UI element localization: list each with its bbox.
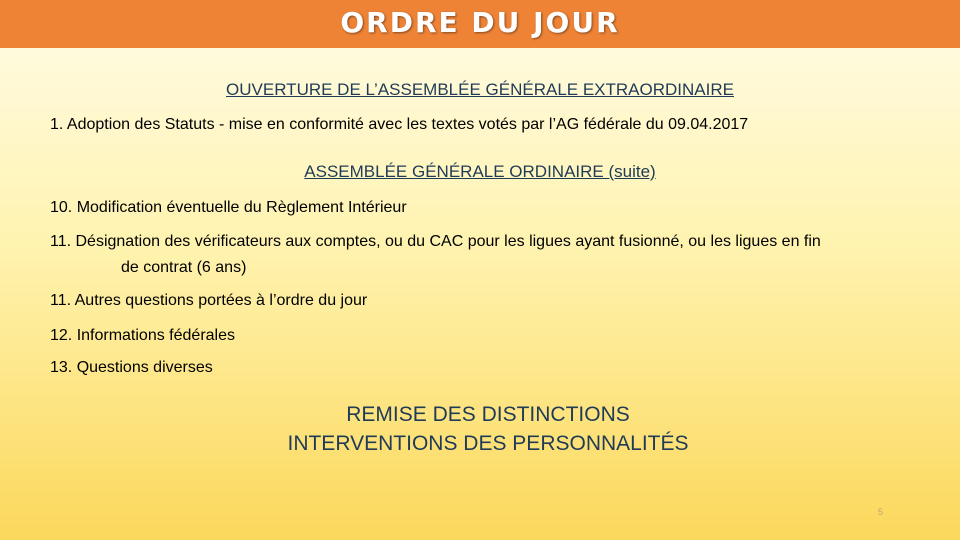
section-heading-extraordinaire: OUVERTURE DE L’ASSEMBLÉE GÉNÉRALE EXTRAORDINAIRE — [226, 80, 734, 99]
page-number: 5 — [878, 507, 884, 517]
closing-line-distinctions: REMISE DES DISTINCTIONS — [346, 403, 630, 426]
section-heading-ordinaire: ASSEMBLÉE GÉNÉRALE ORDINAIRE (suite) — [304, 162, 656, 181]
title-bar — [0, 0, 960, 48]
page-title: ORDRE DU JOUR — [340, 6, 620, 39]
agenda-item-10: 10. Modification éventuelle du Règlement Intérieur — [50, 199, 407, 216]
agenda-item-13: 13. Questions diverses — [50, 359, 213, 376]
agenda-item-11-designation — [50, 229, 821, 281]
agenda-item-11-line1: 11. Désignation des vérificateurs aux comptes, ou du CAC pour les ligues ayant fusionné, ou les ligues en fin — [50, 233, 821, 250]
closing-block — [0, 400, 960, 458]
agenda-item-1: 1. Adoption des Statuts - mise en conformité avec les textes votés par l’AG fédérale du 09.04.2017 — [50, 116, 749, 133]
closing-line-personnalites: INTERVENTIONS DES PERSONNALITÉS — [287, 432, 689, 455]
agenda-item-12: 12. Informations fédérales — [50, 327, 235, 344]
agenda-item-11-autres: 11. Autres questions portées à l’ordre du jour — [50, 292, 368, 309]
agenda-item-11-line2: de contrat (6 ans) — [121, 259, 247, 276]
